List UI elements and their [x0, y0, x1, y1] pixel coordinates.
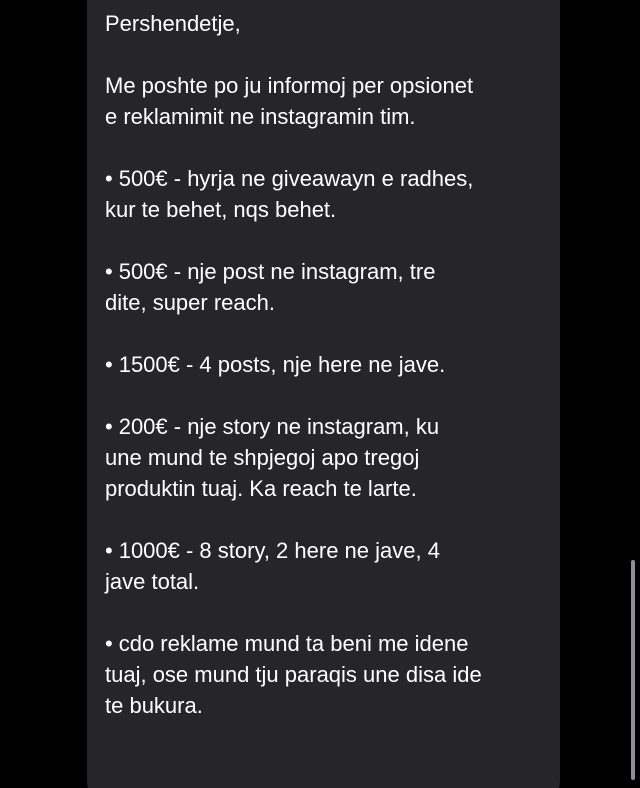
offer-item-story	[105, 411, 542, 504]
scrollbar[interactable]	[631, 560, 635, 780]
bullet-icon: •	[105, 166, 113, 191]
offer-item-giveaway	[105, 163, 542, 225]
message-intro-line: e reklamimit ne instagramin tim.	[105, 104, 416, 129]
offer-item-line	[105, 349, 542, 380]
offer-item-line: une mund te shpjegoj apo tregoj	[105, 445, 420, 470]
message-intro	[105, 70, 542, 132]
offer-item-line	[105, 535, 542, 566]
offer-item-line: jave total.	[105, 569, 200, 594]
offer-item-text: cdo reklame mund ta beni me idene	[118, 631, 469, 656]
bullet-icon: •	[105, 631, 113, 656]
message-bubble[interactable]	[87, 0, 560, 788]
message-greeting: Pershendetje,	[105, 11, 241, 36]
offer-item-line: te bukura.	[105, 693, 203, 718]
offer-item-story-package	[105, 535, 542, 597]
bullet-icon: •	[105, 259, 113, 284]
bullet-icon: •	[105, 538, 113, 563]
offer-item-text: 1000€ - 8 story, 2 here ne jave, 4	[118, 538, 440, 563]
offer-item-text: 500€ - nje post ne instagram, tre	[118, 259, 436, 284]
offer-item-line: kur te behet, nqs behet.	[105, 197, 337, 222]
offer-item-text: 200€ - nje story ne instagram, ku	[118, 414, 440, 439]
offer-item-line	[105, 628, 542, 659]
offer-item-line	[105, 411, 542, 442]
message-intro-line: Me poshte po ju informoj per opsionet	[105, 73, 474, 98]
bullet-icon: •	[105, 414, 113, 439]
offer-item-line	[105, 256, 542, 287]
offer-item-posts-package	[105, 349, 542, 380]
offer-item-line: dite, super reach.	[105, 290, 275, 315]
offer-item-line	[105, 163, 542, 194]
offer-item-text: 500€ - hyrja ne giveawayn e radhes,	[118, 166, 474, 191]
offer-item-line: produktin tuaj. Ka reach te larte.	[105, 476, 417, 501]
bullet-icon: •	[105, 352, 113, 377]
offer-item-post	[105, 256, 542, 318]
offer-item-line: tuaj, ose mund tju paraqis une disa ide	[105, 662, 482, 687]
offer-item-custom	[105, 628, 542, 721]
offer-item-text: 1500€ - 4 posts, nje here ne jave.	[118, 352, 446, 377]
